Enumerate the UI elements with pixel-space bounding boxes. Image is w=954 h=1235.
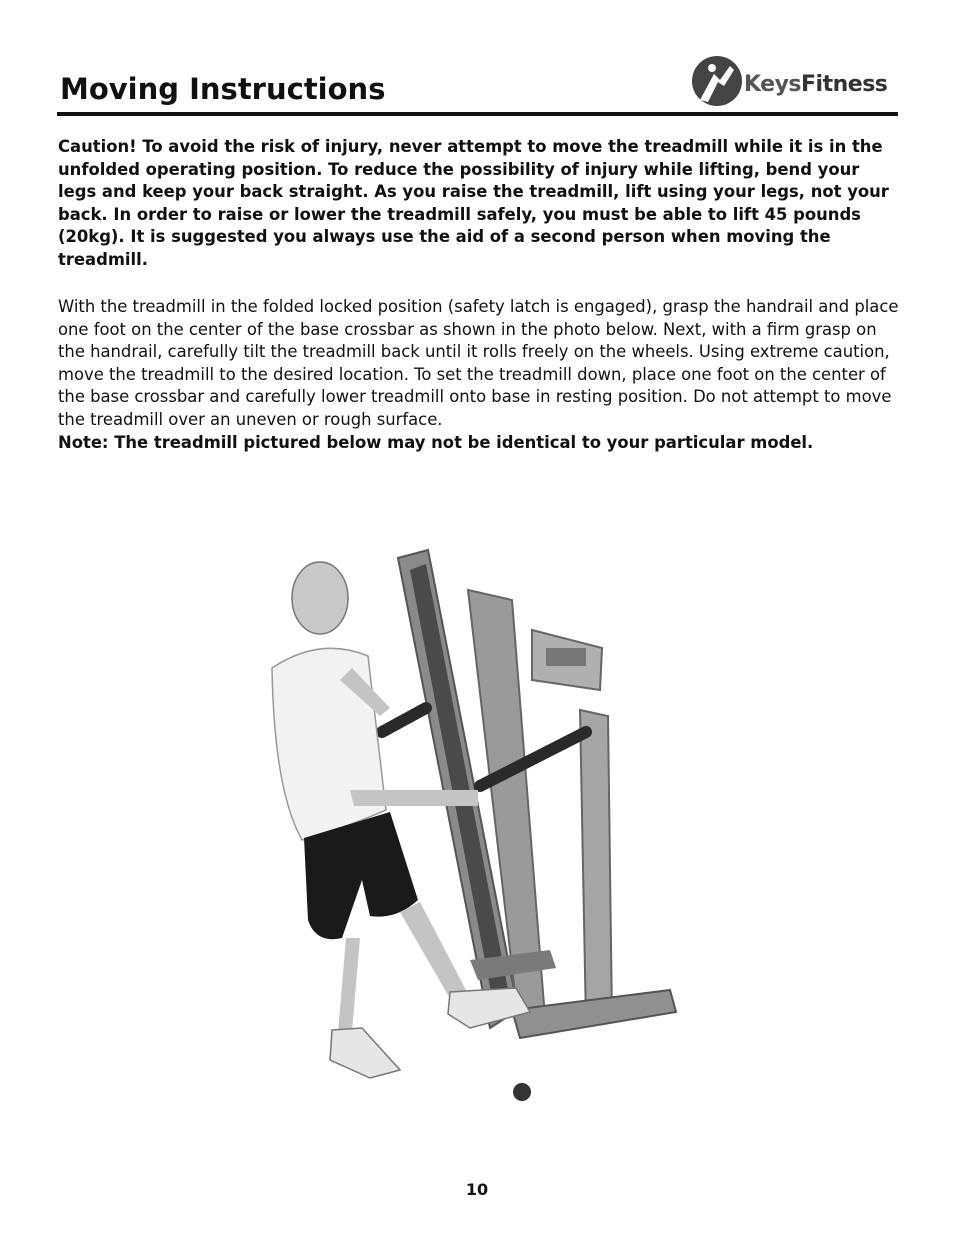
note-text: Note: The treadmill pictured below may not be identical to your particular model. <box>58 432 814 452</box>
page-number: 10 <box>465 1180 489 1199</box>
keysfitness-logo <box>690 52 898 110</box>
logo-keys-text: Keys <box>744 72 802 97</box>
logo-fitness-text: Fitness <box>801 72 888 97</box>
header-rule <box>57 112 898 116</box>
caution-paragraph: Caution! To avoid the risk of injury, never attempt to move the treadmill while it is in the unfolded operating position. To reduce the possibility of injury while lifting, bend your legs and keep your back straight. As you raise the treadmill, lift using your legs, not your back. In order to raise or lower the treadmill safely, you must be able to lift 45 pounds (20kg). It is suggested you always use the aid of a second person when moving the treadmill. <box>58 137 889 269</box>
logo-wordmark <box>744 72 887 97</box>
instructions-paragraph <box>58 296 900 454</box>
treadmill-moving-photo <box>250 540 710 1120</box>
instructions-text: With the treadmill in the folded locked position (safety latch is engaged), grasp the handrail and place one foot on the center of the base crossbar as shown in the photo below. Next, with a firm grasp on the handrail, carefully tilt the treadmill back until it rolls freely on the wheels. Using extreme caution, move the treadmill to the desired location. To set the treadmill down, place one foot on the center of the base crossbar and carefully lower treadmill onto base in resting position. Do not attempt to move the treadmill over an uneven or rough surface. <box>58 297 899 429</box>
runner-logo-icon <box>690 52 744 110</box>
page-title: Moving Instructions <box>60 72 386 106</box>
